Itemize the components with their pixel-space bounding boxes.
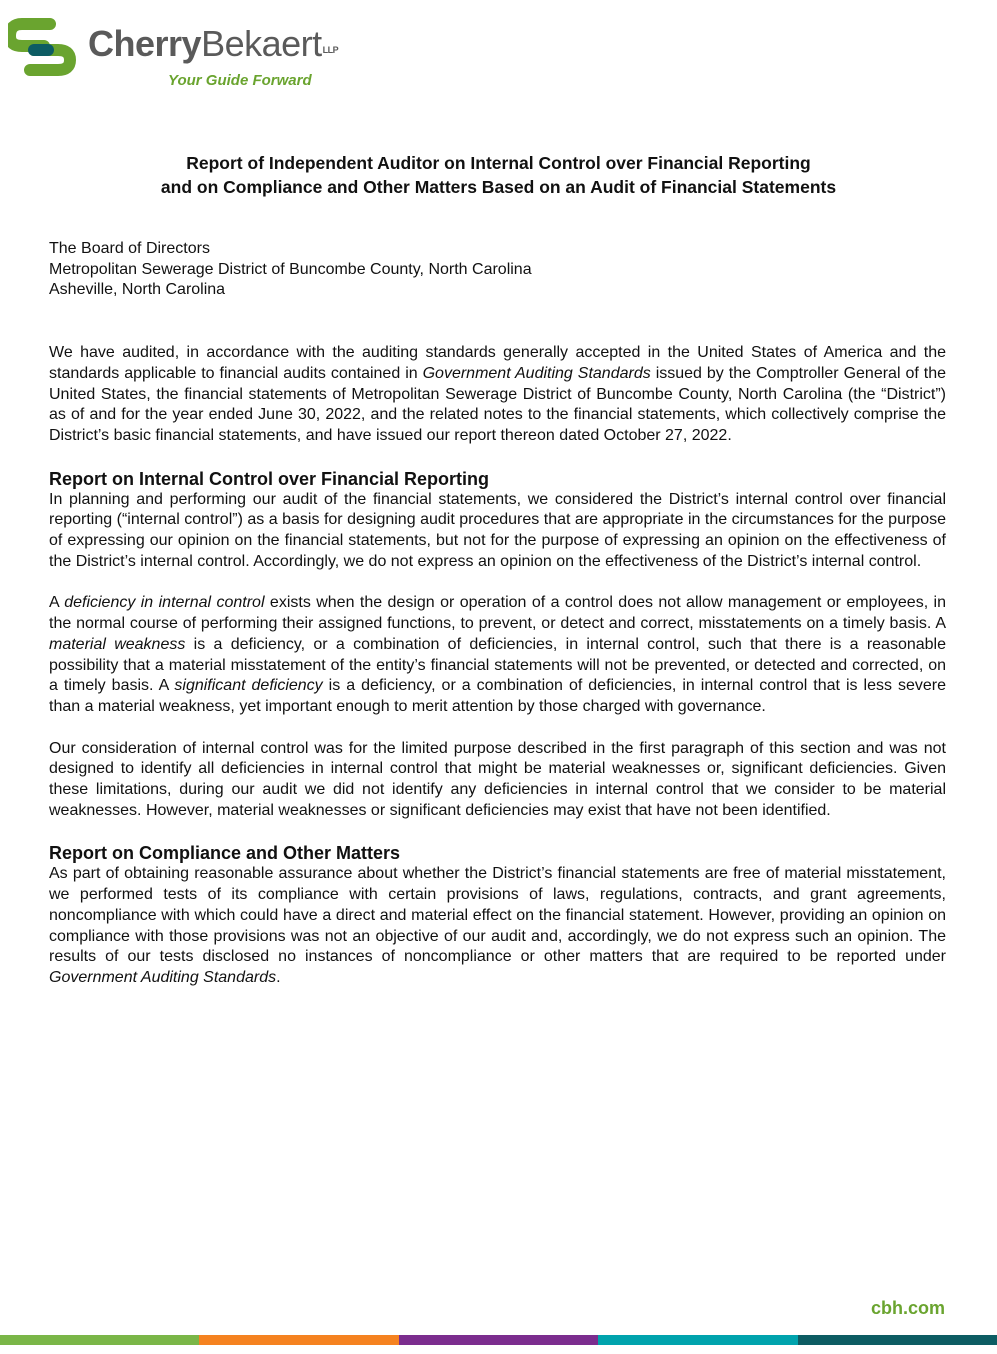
compliance-paragraph: As part of obtaining reasonable assurance about whether the District’s financial statements are free of material misstatement, we performed tests of its compliance with certain provisions of laws, regulations, contracts, and grant agreements, noncompliance with which could have a direct and material effect on the financial statement. However, providing an opinion on compliance with those provisions was not an objective of our audit and, accordingly, we do not express such an opinion. The results of our tests disclosed no instances of noncompliance or other matters that are required to be reported under Government Auditing Standards.	[49, 865, 946, 986]
logo-suffix: LLP	[322, 45, 339, 55]
address-line: The Board of Directors	[49, 240, 210, 257]
report-body	[49, 343, 946, 989]
stripe-segment	[199, 1335, 398, 1345]
stripe-segment	[399, 1335, 598, 1345]
internal-control-paragraph-1: In planning and performing our audit of the financial statements, we considered the District’s internal control over financial reporting (“internal control”) as a basis for designing audit procedures that are appropriate in the circumstances for the purpose of expressing our opinion on the financial statements, but not for the purpose of expressing an opinion on the effectiveness of the District’s internal control. Accordingly, we do not express an opinion on the effectiveness of the District’s internal control.	[49, 490, 946, 570]
address-line: Metropolitan Sewerage District of Buncombe County, North Carolina	[49, 260, 532, 278]
company-logo	[8, 16, 338, 96]
stripe-segment	[798, 1335, 997, 1345]
internal-control-paragraph-2: A deficiency in internal control exists when the design or operation of a control does not allow management or employees, in the normal course of performing their assigned functions, to prevent, or detect and correct, misstatements on a timely basis. A material weakness is a deficiency, or a combination of deficiencies, in internal control, such that there is a reasonable possibility that a material misstatement of the entity’s financial statements will not be prevented, or detected and corrected, on a timely basis. A significant deficiency is a deficiency, or a combination of deficiencies, in internal control that is less severe than a material weakness, yet important enough to merit attention by those charged with governance.	[49, 594, 947, 715]
logo-mark-icon	[8, 16, 78, 80]
website-link[interactable]: cbh.com	[870, 1298, 945, 1318]
internal-control-heading: Report on Internal Control over Financial Reporting	[49, 468, 490, 489]
logo-name-part1: Cherry	[88, 23, 202, 64]
footer-color-stripe	[0, 1335, 997, 1345]
stripe-segment	[0, 1335, 199, 1345]
logo-name-part2: Bekaert	[201, 23, 322, 64]
compliance-heading: Report on Compliance and Other Matters	[49, 843, 401, 864]
report-title-line2: and on Compliance and Other Matters Based on an Audit of Financial Statements	[160, 177, 837, 197]
address-line: Asheville, North Carolina	[49, 281, 226, 299]
stripe-segment	[598, 1335, 797, 1345]
report-title-line1: Report of Independent Auditor on Internal Control over Financial Reporting	[186, 153, 811, 173]
logo-tagline: Your Guide Forward	[168, 72, 312, 89]
report-title	[0, 151, 997, 199]
addressee-block	[49, 239, 532, 301]
logo-wordmark	[88, 24, 338, 64]
internal-control-paragraph-3: Our consideration of internal control was for the limited purpose described in the first paragraph of this section and was not designed to identify all deficiencies in internal control that might be material weaknesses or, significant deficiencies. Given these limitations, during our audit we did not identify any deficiencies in internal control that we consider to be material weaknesses. However, material weaknesses or significant deficiencies may exist that have not been identified.	[49, 739, 946, 819]
intro-paragraph: We have audited, in accordance with the auditing standards generally accepted in the United States of America and the standards applicable to financial audits contained in Government Auditing Standards issued by the Comptroller General of the United States, the financial statements of Metropolitan Sewerage District of Buncombe County, North Carolina (the “District”) as of and for the year ended June 30, 2022, and the related notes to the financial statements, which collectively comprise the District’s basic financial statements, and have issued our report thereon dated October 27, 2022.	[49, 344, 947, 444]
